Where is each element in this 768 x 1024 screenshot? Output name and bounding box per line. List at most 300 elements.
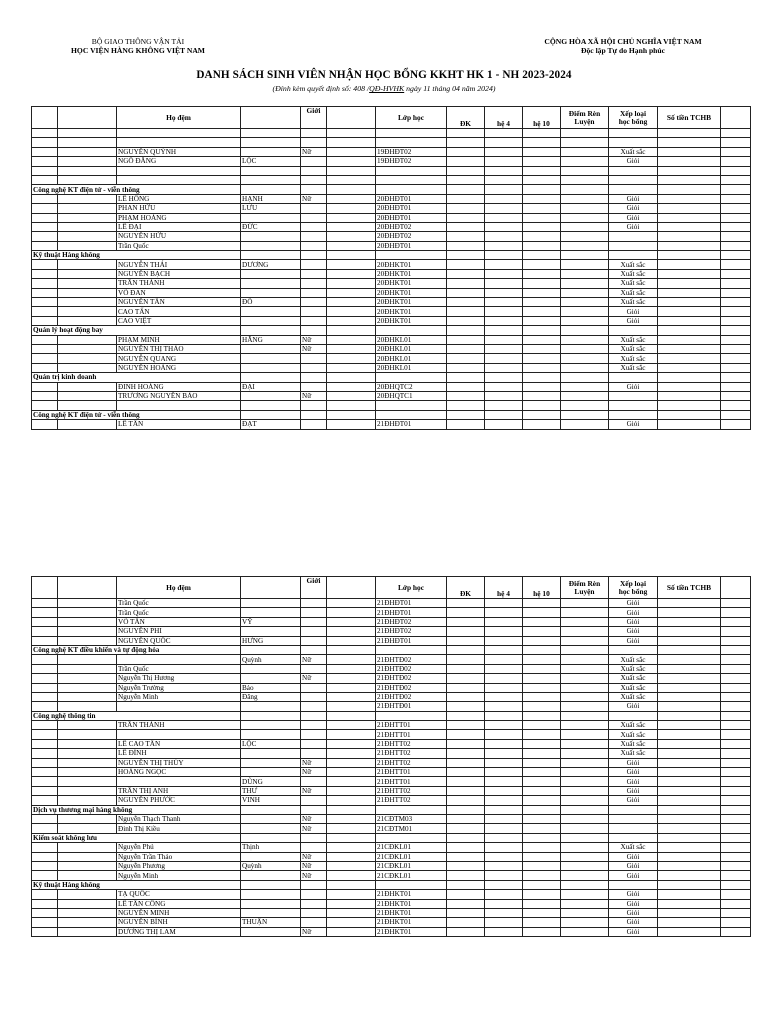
table-row xyxy=(32,363,751,372)
section-label: Công nghệ KT điện tử - viễn thông xyxy=(32,185,241,194)
cell-lop-hoc: 20ĐHKT01 xyxy=(376,298,447,307)
cell-xep-loai xyxy=(609,241,658,250)
cell-gioi xyxy=(301,918,327,927)
cell-lop-hoc: 20ĐHKL01 xyxy=(376,335,447,344)
cell-lop-hoc: 21CĐKL01 xyxy=(376,843,447,852)
section-label: Công nghệ KT điều khiển và tự động hóa xyxy=(32,645,241,654)
cell-lop-hoc: 20ĐHĐT01 xyxy=(376,213,447,222)
cell-ten xyxy=(241,749,301,758)
ministry-name: BỘ GIAO THÔNG VẬN TẢI xyxy=(91,37,185,46)
cell-ten xyxy=(241,730,301,739)
cell-ho-dem: Trần Quốc xyxy=(117,241,241,250)
cell-ho-dem: CAO VIỆT xyxy=(117,316,241,325)
cell-ten xyxy=(241,758,301,767)
cell-ten xyxy=(241,664,301,673)
cell-lop-hoc: 21ĐHTT01 xyxy=(376,721,447,730)
cell-xep-loai: Xuất sắc xyxy=(609,730,658,739)
cell-ho-dem: TRẦN THÀNH xyxy=(117,721,241,730)
table-row xyxy=(32,316,751,325)
cell-gioi xyxy=(301,890,327,899)
cell-ho-dem: Nguyễn Minh xyxy=(117,871,241,880)
cell-gioi xyxy=(301,363,327,372)
cell-ten xyxy=(241,814,301,823)
cell-lop-hoc: 21ĐHKT01 xyxy=(376,890,447,899)
cell-ho-dem: ĐINH HOÀNG xyxy=(117,382,241,391)
cell-ho-dem: NGUYỄN TẤN xyxy=(117,298,241,307)
cell-lop-hoc: 20ĐHĐT01 xyxy=(376,204,447,213)
table-row xyxy=(32,335,751,344)
table-row xyxy=(32,307,751,316)
table-row xyxy=(32,147,751,156)
table-row xyxy=(32,194,751,203)
blank-row xyxy=(32,401,751,410)
cell-gioi: Nữ xyxy=(301,814,327,823)
cell-lop-hoc: 21ĐHKT01 xyxy=(376,918,447,927)
cell-ho-dem xyxy=(117,777,241,786)
cell-ten xyxy=(241,608,301,617)
cell-gioi xyxy=(301,608,327,617)
table-row xyxy=(32,777,751,786)
cell-xep-loai: Xuất sắc xyxy=(609,674,658,683)
cell-gioi xyxy=(301,157,327,166)
section-row xyxy=(32,805,751,814)
table-row xyxy=(32,871,751,880)
section-row xyxy=(32,410,751,419)
cell-gioi xyxy=(301,777,327,786)
col-so-tien: Số tiền TCHB xyxy=(658,577,721,599)
cell-ten xyxy=(241,871,301,880)
section-row xyxy=(32,711,751,720)
table-row xyxy=(32,391,751,400)
cell-ten xyxy=(241,241,301,250)
cell-gioi xyxy=(301,213,327,222)
cell-ten: LƯU xyxy=(241,204,301,213)
col-xep-loai: Xếp loại học bổng xyxy=(609,107,658,129)
cell-gioi xyxy=(301,636,327,645)
cell-lop-hoc: 20ĐHKT01 xyxy=(376,288,447,297)
col-he4: hệ 4 xyxy=(485,577,523,599)
table-row xyxy=(32,279,751,288)
table-row xyxy=(32,739,751,748)
cell-xep-loai: Giỏi xyxy=(609,316,658,325)
table-row xyxy=(32,758,751,767)
cell-ten: HẠNH xyxy=(241,194,301,203)
table-row xyxy=(32,861,751,870)
cell-gioi xyxy=(301,382,327,391)
col-gioi: Giới xyxy=(301,107,327,129)
cell-xep-loai: Xuất sắc xyxy=(609,721,658,730)
cell-gioi xyxy=(301,730,327,739)
issuer-header xyxy=(38,37,238,55)
cell-gioi xyxy=(301,739,327,748)
cell-xep-loai: Giỏi xyxy=(609,204,658,213)
cell-xep-loai: Giỏi xyxy=(609,599,658,608)
table-row xyxy=(32,683,751,692)
cell-lop-hoc: 20ĐHKT01 xyxy=(376,316,447,325)
cell-ten: ĐẠI xyxy=(241,382,301,391)
cell-ten xyxy=(241,890,301,899)
cell-ten: DƯƠNG xyxy=(241,260,301,269)
subtitle-decision-code: QĐ-HVHK xyxy=(369,84,405,93)
cell-gioi: Nữ xyxy=(301,674,327,683)
table-row xyxy=(32,204,751,213)
table-row xyxy=(32,692,751,701)
cell-xep-loai: Giỏi xyxy=(609,307,658,316)
cell-gioi: Nữ xyxy=(301,871,327,880)
table-row xyxy=(32,157,751,166)
cell-lop-hoc: 20ĐHQTC2 xyxy=(376,382,447,391)
table-row xyxy=(32,599,751,608)
section-row xyxy=(32,373,751,382)
cell-xep-loai: Giỏi xyxy=(609,796,658,805)
cell-ho-dem: LÊ TẤN xyxy=(117,420,241,429)
cell-ho-dem: HOÀNG NGỌC xyxy=(117,768,241,777)
cell-ten xyxy=(241,213,301,222)
table-row xyxy=(32,843,751,852)
table-row xyxy=(32,608,751,617)
cell-ho-dem: TRẦN THÀNH xyxy=(117,279,241,288)
cell-lop-hoc: 21CĐTM03 xyxy=(376,814,447,823)
cell-ten: VỸ xyxy=(241,617,301,626)
cell-gioi xyxy=(301,796,327,805)
cell-ho-dem: NGUYỄN BÌNH xyxy=(117,918,241,927)
cell-ten xyxy=(241,288,301,297)
cell-lop-hoc: 21ĐHTT02 xyxy=(376,739,447,748)
cell-xep-loai: Giỏi xyxy=(609,899,658,908)
table-row xyxy=(32,749,751,758)
col-lop-hoc: Lớp học xyxy=(376,577,447,599)
cell-ho-dem: TẠ QUỐC xyxy=(117,890,241,899)
cell-ho-dem: TRƯƠNG NGUYỄN BẢO xyxy=(117,391,241,400)
section-label: Kiểm soát không lưu xyxy=(32,833,241,842)
cell-lop-hoc: 21ĐHTT02 xyxy=(376,796,447,805)
table-row xyxy=(32,664,751,673)
cell-xep-loai: Xuất sắc xyxy=(609,279,658,288)
section-row xyxy=(32,185,751,194)
cell-ho-dem: LÊ CAO TẤN xyxy=(117,739,241,748)
cell-xep-loai: Giỏi xyxy=(609,627,658,636)
cell-gioi xyxy=(301,683,327,692)
cell-lop-hoc: 20ĐHQTC1 xyxy=(376,391,447,400)
section-row xyxy=(32,833,751,842)
cell-lop-hoc: 21ĐHKT01 xyxy=(376,927,447,936)
cell-ho-dem: NGUYỄN PHI xyxy=(117,627,241,636)
cell-lop-hoc: 21ĐHTĐ01 xyxy=(376,702,447,711)
cell-xep-loai: Xuất sắc xyxy=(609,739,658,748)
cell-gioi: Nữ xyxy=(301,861,327,870)
cell-gioi: Nữ xyxy=(301,824,327,833)
cell-ho-dem: LÊ HỒNG xyxy=(117,194,241,203)
cell-xep-loai xyxy=(609,814,658,823)
cell-xep-loai: Giỏi xyxy=(609,927,658,936)
cell-ho-dem: NGUYỄN QUỐC xyxy=(117,636,241,645)
cell-ho-dem: Nguyễn Thị Hương xyxy=(117,674,241,683)
cell-lop-hoc: 20ĐHKT01 xyxy=(376,269,447,278)
cell-ten xyxy=(241,768,301,777)
table-row xyxy=(32,617,751,626)
cell-xep-loai: Xuất sắc xyxy=(609,344,658,353)
cell-lop-hoc: 21CĐKL01 xyxy=(376,861,447,870)
cell-ho-dem: TRẦN THỊ ANH xyxy=(117,786,241,795)
cell-gioi xyxy=(301,260,327,269)
cell-ten xyxy=(241,354,301,363)
table-row xyxy=(32,354,751,363)
col-gioi: Giới xyxy=(301,577,327,599)
table-row xyxy=(32,899,751,908)
cell-xep-loai xyxy=(609,824,658,833)
col-xep-loai: Xếp loại học bổng xyxy=(609,577,658,599)
cell-lop-hoc: 21ĐHĐT01 xyxy=(376,636,447,645)
country-name: CỘNG HÒA XÃ HỘI CHỦ NGHĨA VIỆT NAM xyxy=(544,37,702,46)
cell-gioi: Nữ xyxy=(301,344,327,353)
cell-lop-hoc: 20ĐHKT01 xyxy=(376,260,447,269)
cell-ten xyxy=(241,824,301,833)
cell-lop-hoc: 19ĐHĐT02 xyxy=(376,157,447,166)
section-label: Kỹ thuật Hàng không xyxy=(32,251,241,260)
table-row xyxy=(32,636,751,645)
cell-ho-dem: NGUYỄN PHƯỚC xyxy=(117,796,241,805)
cell-ho-dem: DƯƠNG THỊ LAM xyxy=(117,927,241,936)
cell-xep-loai: Giỏi xyxy=(609,608,658,617)
cell-ho-dem: Nguyễn Phương xyxy=(117,861,241,870)
table-row xyxy=(32,213,751,222)
cell-gioi xyxy=(301,354,327,363)
cell-ho-dem: NGUYỄN THÁI xyxy=(117,260,241,269)
table-row xyxy=(32,927,751,936)
cell-ten xyxy=(241,307,301,316)
cell-lop-hoc: 20ĐHĐT02 xyxy=(376,222,447,231)
cell-ten: LỘC xyxy=(241,157,301,166)
cell-lop-hoc: 21ĐHTĐ02 xyxy=(376,655,447,664)
cell-xep-loai: Xuất sắc xyxy=(609,664,658,673)
cell-gioi xyxy=(301,702,327,711)
cell-ho-dem: VÕ ĐAN xyxy=(117,288,241,297)
cell-xep-loai xyxy=(609,391,658,400)
cell-ten xyxy=(241,627,301,636)
table-row xyxy=(32,721,751,730)
cell-ten: Đăng xyxy=(241,692,301,701)
cell-gioi xyxy=(301,899,327,908)
cell-gioi xyxy=(301,908,327,917)
blank-row xyxy=(32,166,751,175)
cell-ho-dem: VÕ TẤN xyxy=(117,617,241,626)
cell-xep-loai: Xuất sắc xyxy=(609,335,658,344)
cell-ten xyxy=(241,599,301,608)
cell-ho-dem: Nguyễn Thạch Thanh xyxy=(117,814,241,823)
section-row xyxy=(32,326,751,335)
cell-xep-loai: Giỏi xyxy=(609,702,658,711)
table-row xyxy=(32,627,751,636)
cell-xep-loai: Giỏi xyxy=(609,636,658,645)
cell-gioi xyxy=(301,749,327,758)
cell-ho-dem xyxy=(117,702,241,711)
cell-xep-loai: Giỏi xyxy=(609,786,658,795)
cell-ten xyxy=(241,147,301,156)
table-row xyxy=(32,786,751,795)
section-label: Quản trị kinh doanh xyxy=(32,373,241,382)
col-he4: hệ 4 xyxy=(485,107,523,129)
cell-xep-loai: Giỏi xyxy=(609,157,658,166)
cell-lop-hoc: 21ĐHKT01 xyxy=(376,899,447,908)
col-diem-ren-luyen: Điểm Rèn Luyện xyxy=(561,107,609,129)
table-row xyxy=(32,824,751,833)
cell-lop-hoc: 21ĐHĐT01 xyxy=(376,420,447,429)
cell-ho-dem: NGUYỄN QUANG xyxy=(117,354,241,363)
cell-ho-dem: Trần Quốc xyxy=(117,608,241,617)
cell-gioi: Nữ xyxy=(301,391,327,400)
cell-ten: HẰNG xyxy=(241,335,301,344)
cell-xep-loai: Giỏi xyxy=(609,768,658,777)
table-header-row xyxy=(32,107,751,129)
cell-xep-loai xyxy=(609,232,658,241)
cell-ten xyxy=(241,363,301,372)
cell-gioi xyxy=(301,692,327,701)
cell-ho-dem: Trần Quốc xyxy=(117,664,241,673)
cell-ten: ĐẠT xyxy=(241,420,301,429)
cell-gioi: Nữ xyxy=(301,194,327,203)
cell-ten: Quỳnh xyxy=(241,861,301,870)
cell-xep-loai: Xuất sắc xyxy=(609,843,658,852)
cell-ho-dem: NGUYỄN MINH xyxy=(117,908,241,917)
cell-ten xyxy=(241,316,301,325)
section-label: Kỹ thuật Hàng không xyxy=(32,880,241,889)
table-row xyxy=(32,382,751,391)
table-row xyxy=(32,852,751,861)
cell-xep-loai: Giỏi xyxy=(609,222,658,231)
cell-lop-hoc: 20ĐHKL01 xyxy=(376,344,447,353)
cell-lop-hoc: 21ĐHĐT02 xyxy=(376,627,447,636)
cell-gioi xyxy=(301,627,327,636)
cell-ten xyxy=(241,899,301,908)
cell-ho-dem: NGÔ ĐĂNG xyxy=(117,157,241,166)
table-row xyxy=(32,344,751,353)
cell-lop-hoc: 20ĐHĐT01 xyxy=(376,194,447,203)
cell-ten: ĐÔ xyxy=(241,298,301,307)
cell-lop-hoc: 21ĐHĐT01 xyxy=(376,599,447,608)
cell-ho-dem: Nguyễn Trần Thảo xyxy=(117,852,241,861)
cell-gioi: Nữ xyxy=(301,768,327,777)
cell-lop-hoc: 21ĐHTĐ02 xyxy=(376,664,447,673)
cell-gioi xyxy=(301,721,327,730)
col-ho-dem: Họ đệm xyxy=(117,577,241,599)
cell-ten: THUẬN xyxy=(241,918,301,927)
table-row xyxy=(32,890,751,899)
subtitle-prefix: (Đính kèm quyết định số: 408 / xyxy=(272,84,370,93)
col-he10: hệ 10 xyxy=(523,577,561,599)
cell-lop-hoc: 21ĐHTT02 xyxy=(376,749,447,758)
cell-ho-dem: PHẠM MINH xyxy=(117,335,241,344)
table-row xyxy=(32,908,751,917)
cell-lop-hoc: 20ĐHKT01 xyxy=(376,307,447,316)
table-row xyxy=(32,232,751,241)
table-row xyxy=(32,768,751,777)
document-title: DANH SÁCH SINH VIÊN NHẬN HỌC BỔNG KKHT HK 1 - NH 2023-2024 xyxy=(196,69,572,81)
cell-lop-hoc: 21ĐHKT01 xyxy=(376,908,447,917)
cell-lop-hoc: 21ĐHĐT01 xyxy=(376,608,447,617)
section-row xyxy=(32,880,751,889)
blank-row xyxy=(32,138,751,147)
cell-xep-loai: Xuất sắc xyxy=(609,749,658,758)
cell-ho-dem: Đinh Thị Kiều xyxy=(117,824,241,833)
table-row xyxy=(32,269,751,278)
cell-xep-loai: Giỏi xyxy=(609,617,658,626)
cell-lop-hoc: 21ĐHTT01 xyxy=(376,730,447,739)
cell-ten: DŨNG xyxy=(241,777,301,786)
blank-row xyxy=(32,175,751,184)
cell-ten xyxy=(241,391,301,400)
cell-ho-dem: NGUYỄN HOÀNG xyxy=(117,363,241,372)
cell-lop-hoc: 21ĐHTĐ02 xyxy=(376,692,447,701)
table-body xyxy=(32,599,751,937)
cell-xep-loai: Giỏi xyxy=(609,194,658,203)
cell-ten xyxy=(241,674,301,683)
scholarship-table-2 xyxy=(31,576,751,937)
cell-ho-dem: NGUYỄN THỊ THẢO xyxy=(117,344,241,353)
scholarship-table-1 xyxy=(31,106,751,430)
cell-lop-hoc: 21ĐHĐT02 xyxy=(376,617,447,626)
cell-ten: Thịnh xyxy=(241,843,301,852)
document-subtitle xyxy=(0,84,768,93)
cell-ho-dem: LÊ ĐẠI xyxy=(117,222,241,231)
cell-gioi xyxy=(301,269,327,278)
table-body xyxy=(32,129,751,430)
motto: Độc lập Tự do Hạnh phúc xyxy=(581,46,665,55)
cell-xep-loai: Xuất sắc xyxy=(609,363,658,372)
cell-gioi xyxy=(301,222,327,231)
cell-lop-hoc: 20ĐHKT01 xyxy=(376,279,447,288)
cell-ten xyxy=(241,721,301,730)
table-row xyxy=(32,796,751,805)
col-dk: ĐK xyxy=(447,107,485,129)
cell-ten: THƯ xyxy=(241,786,301,795)
cell-ten xyxy=(241,269,301,278)
cell-lop-hoc: 21ĐHTT01 xyxy=(376,777,447,786)
cell-ho-dem: LÊ TẤN CÔNG xyxy=(117,899,241,908)
cell-ho-dem: PHAN HỮU xyxy=(117,204,241,213)
cell-ten xyxy=(241,232,301,241)
cell-xep-loai: Xuất sắc xyxy=(609,683,658,692)
cell-ten: Bảo xyxy=(241,683,301,692)
section-label: Công nghệ thông tin xyxy=(32,711,241,720)
cell-xep-loai: Xuất sắc xyxy=(609,147,658,156)
cell-xep-loai: Giỏi xyxy=(609,382,658,391)
cell-lop-hoc: 21CĐKL01 xyxy=(376,852,447,861)
cell-xep-loai: Giỏi xyxy=(609,420,658,429)
cell-lop-hoc: 20ĐHĐT02 xyxy=(376,232,447,241)
cell-ho-dem: NGUYỄN HỮU xyxy=(117,232,241,241)
academy-name: HỌC VIỆN HÀNG KHÔNG VIỆT NAM xyxy=(71,46,205,55)
table-row xyxy=(32,918,751,927)
cell-gioi xyxy=(301,307,327,316)
cell-lop-hoc: 20ĐHĐT01 xyxy=(376,241,447,250)
table-row xyxy=(32,298,751,307)
cell-ho-dem: Nguyễn Phú xyxy=(117,843,241,852)
col-he10: hệ 10 xyxy=(523,107,561,129)
table-row xyxy=(32,655,751,664)
subtitle-suffix: ngày 11 tháng 04 năm 2024) xyxy=(404,84,496,93)
col-diem-ren-luyen: Điểm Rèn Luyện xyxy=(561,577,609,599)
cell-xep-loai: Giỏi xyxy=(609,871,658,880)
cell-ho-dem xyxy=(117,730,241,739)
cell-gioi xyxy=(301,316,327,325)
cell-gioi: Nữ xyxy=(301,655,327,664)
cell-lop-hoc: 21CĐTM01 xyxy=(376,824,447,833)
cell-ten xyxy=(241,344,301,353)
national-header xyxy=(528,37,718,55)
cell-gioi xyxy=(301,232,327,241)
cell-ho-dem: LÊ ĐÌNH xyxy=(117,749,241,758)
cell-gioi xyxy=(301,843,327,852)
